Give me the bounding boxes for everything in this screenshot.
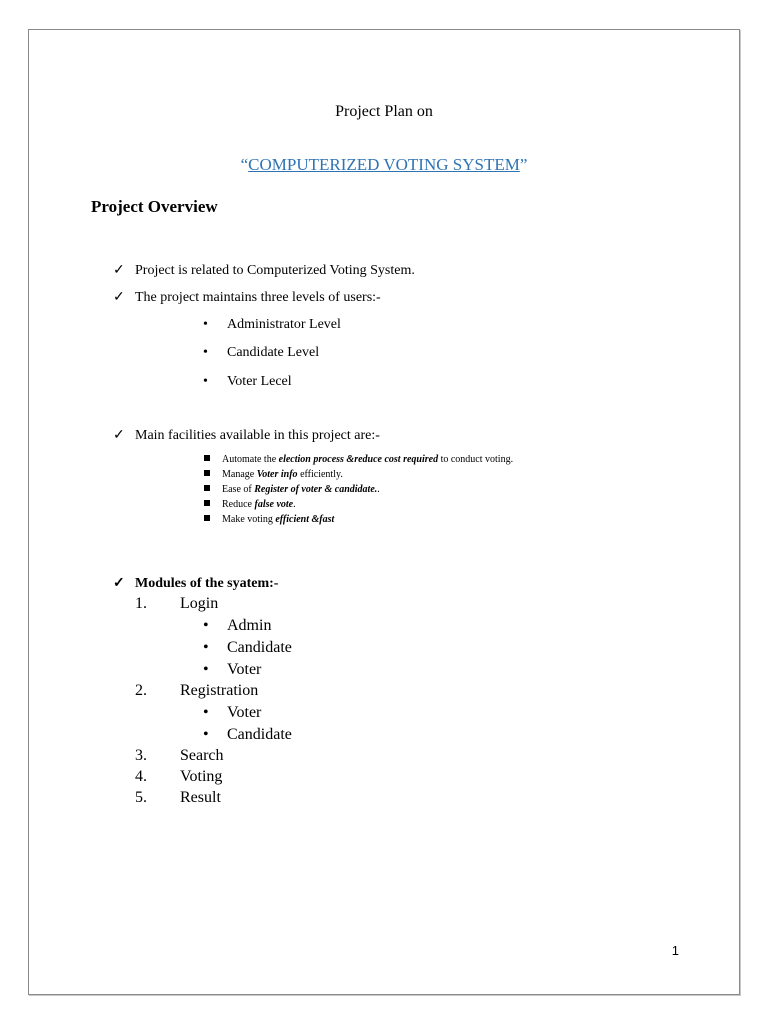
overview-item — [113, 262, 415, 279]
square-bullet-icon — [204, 455, 210, 461]
checkmark-icon: ✓ — [113, 290, 125, 305]
module-sub-item: • Candidate — [203, 639, 292, 656]
facilities-intro-text: Main facilities available in this project are:- — [135, 428, 380, 443]
module-label: Result — [180, 789, 221, 806]
square-bullet-icon — [204, 485, 210, 491]
project-name: COMPUTERIZED VOTING SYSTEM — [248, 155, 520, 174]
facility-item: Make voting efficient &fast — [204, 514, 334, 525]
module-label: Search — [180, 747, 224, 764]
user-level-label: Administrator Level — [227, 317, 341, 332]
modules-heading — [113, 575, 278, 592]
title-line-2 — [29, 155, 739, 175]
module-sub-item: • Candidate — [203, 726, 292, 743]
module-item: 5. Result — [135, 789, 221, 806]
facility-item: Automate the election process &reduce cost required to conduct voting. — [204, 454, 513, 465]
close-quote: ” — [519, 155, 528, 174]
overview-heading: Project Overview — [91, 197, 218, 216]
module-item: 1. Login — [135, 595, 219, 612]
user-level-item — [203, 345, 319, 361]
square-bullet-icon — [204, 470, 210, 476]
module-sub-item: • Admin — [203, 617, 272, 634]
square-bullet-icon — [204, 500, 210, 506]
overview-item — [113, 289, 381, 306]
bullet-icon: • — [203, 374, 208, 389]
module-sub-item: • Voter — [203, 704, 262, 721]
modules-heading-text: Modules of the syatem:- — [135, 576, 279, 591]
overview-item-text: Project is related to Computerized Voting System. — [135, 263, 415, 278]
user-level-item — [203, 317, 341, 333]
facility-item: Reduce false vote. — [204, 499, 296, 510]
document-page — [28, 29, 740, 995]
module-label: Voting — [180, 768, 223, 785]
facilities-intro — [113, 427, 380, 444]
bullet-icon: • — [203, 317, 208, 332]
checkmark-icon: ✓ — [113, 263, 125, 278]
facility-item: Manage Voter info efficiently. — [204, 469, 343, 480]
square-bullet-icon — [204, 515, 210, 521]
checkmark-icon: ✓ — [113, 428, 125, 443]
bullet-icon: • — [203, 726, 209, 743]
user-level-label: Voter Lecel — [227, 374, 292, 389]
overview-item-text: The project maintains three levels of users:- — [135, 290, 381, 305]
module-item: 4. Voting — [135, 768, 223, 785]
facility-item: Ease of Register of voter & candidate.. — [204, 484, 380, 495]
checkmark-icon: ✓ — [113, 576, 125, 591]
bullet-icon: • — [203, 345, 208, 360]
open-quote: “ — [240, 155, 249, 174]
page-number: 1 — [671, 943, 679, 958]
user-level-label: Candidate Level — [227, 345, 320, 360]
module-label: Login — [180, 595, 219, 612]
module-label: Registration — [180, 682, 259, 699]
bullet-icon: • — [203, 639, 209, 656]
bullet-icon: • — [203, 617, 209, 634]
bullet-icon: • — [203, 704, 209, 721]
module-item: 3. Search — [135, 747, 224, 764]
bullet-icon: • — [203, 661, 209, 678]
title-line-1: Project Plan on — [335, 103, 433, 120]
module-sub-item: • Voter — [203, 661, 262, 678]
module-item: 2. Registration — [135, 682, 259, 699]
user-level-item — [203, 374, 292, 390]
